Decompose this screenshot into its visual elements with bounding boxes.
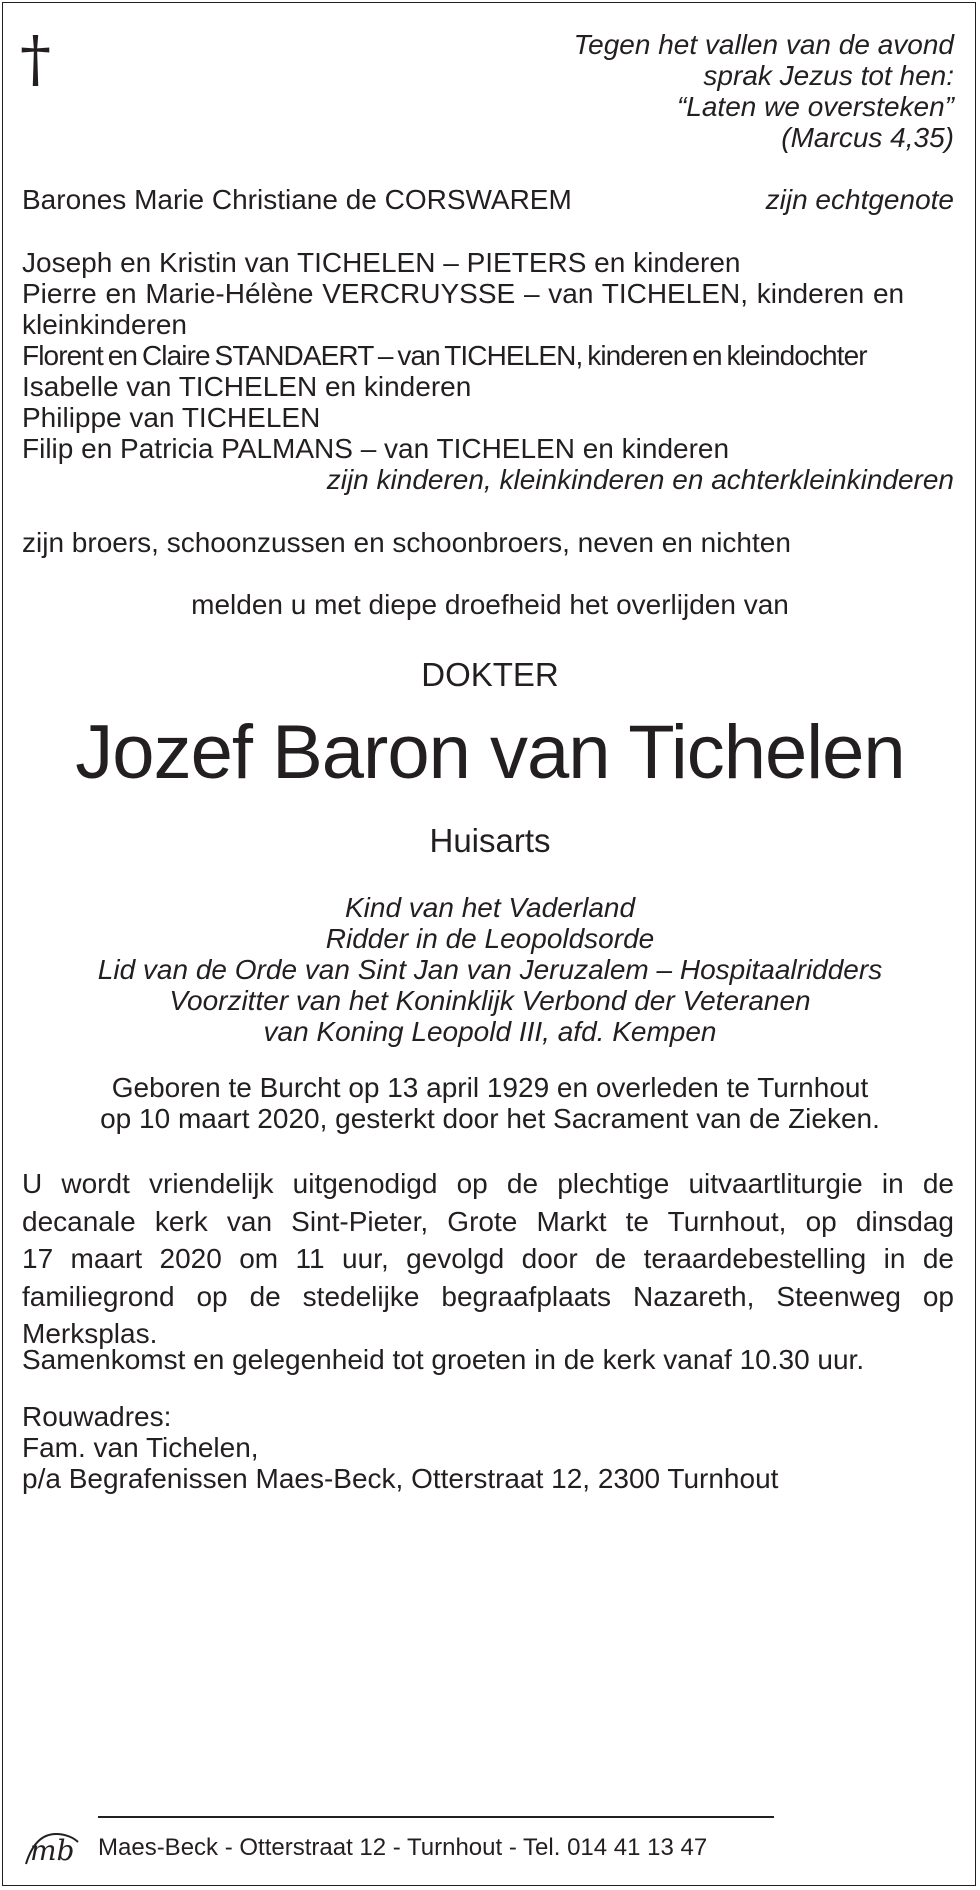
quote-line: sprak Jezus tot hen: (703, 60, 954, 91)
children-relation: zijn kinderen, kleinkinderen en achterkleinkinderen (326, 464, 954, 495)
invitation-paragraph (22, 1165, 954, 1353)
quote-line: Tegen het vallen van de avond (573, 29, 954, 60)
spouse-relation: zijn echtgenote (765, 184, 954, 215)
deceased-title: DOKTER (421, 656, 559, 693)
quote-line: (Marcus 4,35) (781, 122, 954, 153)
cross-icon: † (20, 22, 51, 95)
honour-line: van Koning Leopold III, afd. Kempen (263, 1016, 717, 1047)
address-line: p/a Begrafenissen Maes-Beck, Otterstraat 12, 2300 Turnhout (22, 1463, 779, 1494)
spouse-name: Barones Marie Christiane de CORSWAREM (22, 184, 572, 215)
family-line: Pierre en Marie-Hélène VERCRUYSSE – van TICHELEN, kinderen en (22, 278, 905, 309)
invitation-line: U wordt vriendelijk uitgenodigd op de plechtige uitvaartliturgie in de (22, 1168, 954, 1199)
family-line: Filip en Patricia PALMANS – van TICHELEN en kinderen (22, 433, 730, 464)
family-line: Joseph en Kristin van TICHELEN – PIETERS en kinderen (22, 247, 741, 278)
invitation-line: 17 maart 2020 om 11 uur, gevolgd door de teraardebestelling in de (22, 1243, 954, 1274)
siblings-line: zijn broers, schoonzussen en schoonbroers, neven en nichten (22, 527, 791, 558)
family-line: Florent en Claire STANDAERT – van TICHELEN, kinderen en kleindochter (22, 340, 867, 371)
footer-divider (98, 1816, 774, 1818)
honour-line: Voorzitter van het Koninklijk Verbond der Veteranen (169, 985, 811, 1016)
logo-text: mb (30, 1834, 75, 1867)
honour-line: Kind van het Vaderland (344, 892, 636, 923)
address-label: Rouwadres: (22, 1401, 172, 1432)
gathering-line: Samenkomst en gelegenheid tot groeten in de kerk vanaf 10.30 uur. (22, 1344, 865, 1375)
deceased-name: Jozef Baron van Tichelen (75, 710, 905, 795)
honour-line: Ridder in de Leopoldsorde (325, 923, 655, 954)
funeral-home-logo-icon (22, 1826, 86, 1870)
quote-line: “Laten we oversteken” (676, 91, 954, 122)
deceased-profession: Huisarts (429, 822, 551, 859)
family-line: Philippe van TICHELEN (22, 402, 321, 433)
family-line: kleinkinderen (22, 309, 187, 340)
invitation-line: decanale kerk van Sint-Pieter, Grote Markt te Turnhout, op dinsdag (22, 1205, 954, 1237)
birth-death-line: op 10 maart 2020, gesterkt door het Sacrament van de Zieken. (100, 1103, 880, 1134)
announcement: melden u met diepe droefheid het overlijden van (191, 589, 789, 620)
invitation-line: familiegrond op de stedelijke begraafplaats Nazareth, Steenweg op (22, 1280, 954, 1312)
invitation-line: Merksplas. (22, 1318, 158, 1349)
birth-death-line: Geboren te Burcht op 13 april 1929 en overleden te Turnhout (111, 1072, 869, 1103)
honour-line: Lid van de Orde van Sint Jan van Jeruzalem – Hospitaalridders (97, 954, 883, 985)
address-line: Fam. van Tichelen, (22, 1432, 259, 1463)
family-line: Isabelle van TICHELEN en kinderen (22, 371, 472, 402)
footer-contact: Maes-Beck - Otterstraat 12 - Turnhout - Tel. 014 41 13 47 (98, 1834, 708, 1861)
